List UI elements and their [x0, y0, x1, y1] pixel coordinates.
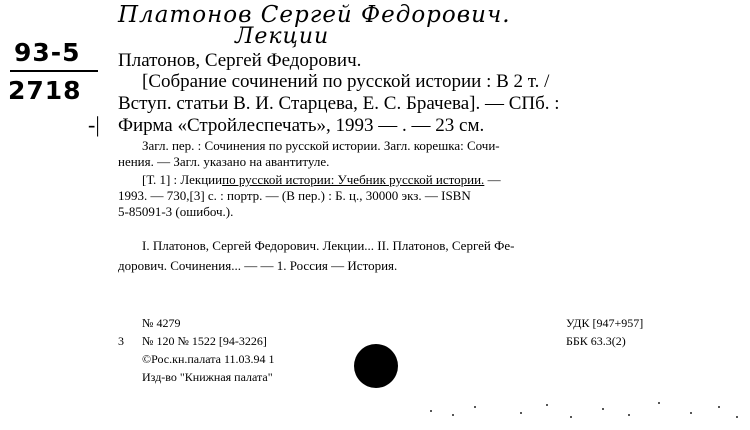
note-line2: нения. — Загл. указано на авантитуле. — [118, 154, 330, 169]
entry-title-line3: Фирма «Стройлеспечать», 1993 — . — 23 см. — [118, 115, 485, 136]
entry-heading: Платонов, Сергей Федорович. — [118, 50, 362, 71]
tick-mark: -| — [88, 112, 100, 137]
footer-publisher: Изд-во "Книжная палата" — [142, 370, 273, 384]
footer-line3: ©Рос.кн.палата 11.03.94 1 — [142, 352, 275, 366]
tracing-line2: дорович. Сочинения... — — 1. Россия — История. — [118, 258, 398, 273]
volume-line3: 5-85091-3 (ошибоч.). — [118, 204, 234, 219]
udk-code: УДК [947+957] — [566, 316, 644, 330]
footer-prefix: 3 — [118, 334, 124, 348]
bbk-code: ББК 63.3(2) — [566, 334, 626, 348]
volume-line1 — [142, 172, 501, 187]
shelf-mark-divider — [10, 70, 98, 72]
note-line1: Загл. пер. : Сочинения по русской истории. Загл. корешка: Сочи- — [142, 138, 500, 153]
tracing-line1: I. Платонов, Сергей Федорович. Лекции... II. Платонов, Сергей Фе- — [142, 238, 515, 253]
entry-title-line1: [Собрание сочинений по русской истории : В 2 т. / — [142, 71, 550, 92]
shelf-mark-bottom: 2718 — [8, 76, 82, 105]
volume-label: [Т. 1] : Лекции — [142, 172, 223, 187]
handwritten-title: Лекции — [235, 24, 330, 49]
footer-line2: № 120 № 1522 [94-3226] — [142, 334, 267, 348]
shelf-mark-top: 93-5 — [14, 38, 81, 67]
ink-blot — [354, 344, 398, 388]
volume-underlined-title: по русской истории: Учебник русской истории. — [222, 172, 485, 187]
entry-title-line2: Вступ. статьи В. И. Старцева, Е. С. Брачева]. — СПб. : — [118, 93, 560, 114]
volume-dash: — — [484, 172, 501, 187]
footer-number: № 4279 — [142, 316, 181, 330]
volume-line2: 1993. — 730,[3] с. : портр. — (В пер.) : Б. ц., 30000 экз. — ISBN — [118, 188, 471, 203]
handwritten-author: Платонов Сергей Федорович. — [118, 2, 511, 28]
